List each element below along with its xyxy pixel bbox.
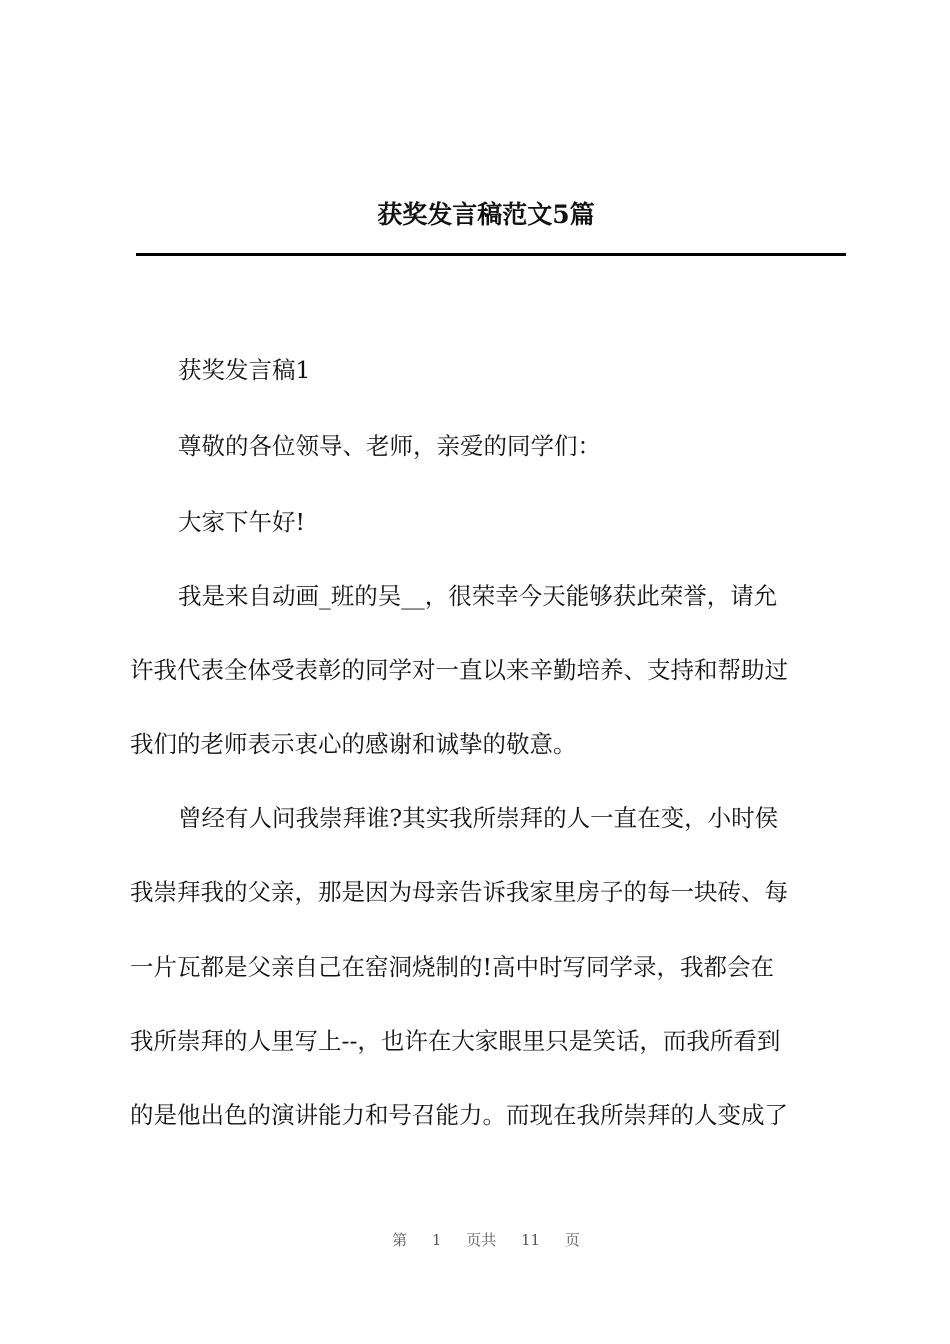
paragraph-line: 曾经有人问我崇拜谁?其实我所崇拜的人一直在变，小时侯 (178, 804, 779, 832)
footer-prefix: 第 (392, 1231, 408, 1249)
paragraph-line: 我崇拜我的父亲，那是因为母亲告诉我家里房子的每一块砖、每 (130, 878, 788, 906)
section-heading: 获奖发言稿1 (178, 356, 311, 384)
footer-suffix: 页 (564, 1231, 580, 1249)
paragraph-line: 我们的老师表示衷心的感谢和诚挚的敬意。 (130, 730, 577, 758)
footer-total-pages: 11 (521, 1231, 541, 1249)
paragraph-line: 我所崇拜的人里写上--，也许在大家眼里只是笑话，而我所看到 (130, 1027, 781, 1055)
salutation-line: 尊敬的各位领导、老师，亲爱的同学们： (178, 432, 601, 460)
page-footer (0, 1230, 950, 1250)
footer-current-page: 1 (431, 1231, 442, 1249)
paragraph-line: 许我代表全体受表彰的同学对一直以来辛勤培养、支持和帮助过 (130, 656, 788, 684)
footer-mid: 页共 (466, 1231, 497, 1249)
paragraph-line: 我是来自动画_班的吴__，很荣幸今天能够获此荣誉，请允 (178, 582, 778, 610)
document-title: 获奖发言稿范文5篇 (377, 200, 595, 229)
greeting-line: 大家下午好! (178, 508, 305, 536)
paragraph-line: 一片瓦都是父亲自己在窑洞烧制的!高中时写同学录，我都会在 (130, 953, 774, 981)
title-underline (136, 253, 846, 256)
paragraph-line: 的是他出色的演讲能力和号召能力。而现在我所崇拜的人变成了 (130, 1101, 788, 1129)
